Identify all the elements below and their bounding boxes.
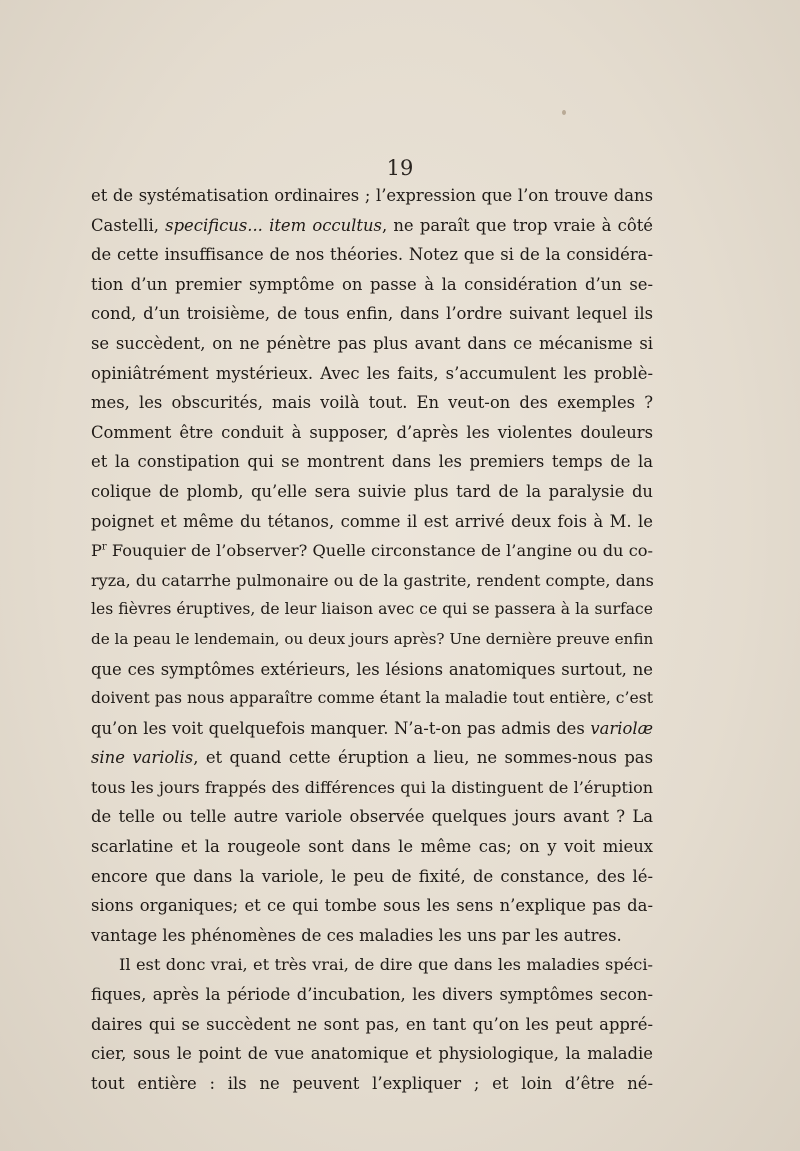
text-run: , ne paraît que trop vraie à côté	[381, 215, 653, 235]
text-line	[91, 980, 653, 1010]
text-line	[91, 625, 653, 655]
text-line	[91, 655, 653, 685]
text-run: et la constipation qui se montrent dans les premiers temps de la	[91, 452, 653, 472]
text-line	[91, 329, 653, 359]
text-line	[91, 773, 653, 803]
text-run: mes, les obscurités, mais voilà tout. En veut-on des exemples ?	[91, 393, 653, 413]
text-run: les fièvres éruptives, de leur liaison avec ce qui se passera à la surface	[91, 600, 653, 619]
text-run: de telle ou telle autre variole observée quelques jours avant ? La	[91, 807, 653, 827]
page-number: 19	[386, 156, 414, 180]
text-line	[91, 743, 653, 773]
text-run: que ces symptômes extérieurs, les lésions anatomiques surtout, ne	[91, 659, 653, 679]
text-line	[91, 181, 653, 211]
text-line	[91, 240, 653, 270]
text-run: encore que dans la variole, le peu de fixité, de constance, des lé-	[91, 866, 653, 886]
text-run: P	[91, 541, 102, 561]
text-line	[91, 1010, 653, 1040]
text-line	[91, 270, 653, 300]
text-run: opiniâtrément mystérieux. Avec les faits, s’accumulent les problè-	[91, 363, 653, 383]
text-line	[91, 507, 653, 537]
text-run: fiques, après la période d’incubation, les divers symptômes secon-	[91, 985, 653, 1005]
text-line	[91, 595, 653, 625]
text-run: cier, sous le point de vue anatomique et physiologique, la maladie	[91, 1044, 653, 1064]
text-run: cond, d’un troisième, de tous enfin, dans l’ordre suivant lequel ils	[91, 304, 653, 324]
text-run: scarlatine et la rougeole sont dans le même cas; on y voit mieux	[91, 837, 653, 857]
text-line	[91, 832, 653, 862]
text-run: doivent pas nous apparaître comme étant la maladie tout entière, c’est	[91, 689, 653, 708]
text-line	[91, 477, 653, 507]
text-line	[91, 536, 653, 566]
text-run: , et quand cette éruption a lieu, ne sommes-nous pas	[193, 748, 653, 768]
italic-text: sine variolis	[91, 748, 194, 768]
italic-text: specificus... item occultus	[165, 215, 382, 235]
text-line	[91, 447, 653, 477]
text-run: ryza, du catarrhe pulmonaire ou de la gastrite, rendent compte, dans	[91, 570, 654, 590]
text-line	[91, 1069, 653, 1099]
text-run: qu’on les voit quelquefois manquer. N’a-t-on pas admis des	[91, 718, 591, 738]
text-line	[91, 921, 653, 951]
text-line	[91, 1039, 653, 1069]
text-run: tion d’un premier symptôme on passe à la considération d’un se-	[91, 274, 653, 294]
text-run: Castelli,	[91, 215, 166, 235]
italic-text: variolæ	[590, 718, 653, 738]
text-line	[91, 891, 653, 921]
text-line	[91, 359, 653, 389]
text-run: vantage les phénomènes de ces maladies les uns par les autres.	[91, 925, 622, 945]
text-run: Comment être conduit à supposer, d’après les violentes douleurs	[91, 422, 653, 442]
text-run: daires qui se succèdent ne sont pas, en tant qu’on les peut appré-	[91, 1014, 653, 1034]
text-run: Fouquier de l’observer? Quelle circonstance de l’angine ou du co-	[106, 541, 653, 561]
paper-speck	[562, 110, 566, 115]
body-text	[91, 181, 653, 1098]
text-line	[91, 950, 653, 980]
text-line	[91, 802, 653, 832]
text-line	[91, 684, 653, 714]
text-line	[91, 388, 653, 418]
text-run: poignet et même du tétanos, comme il est arrivé deux fois à M. le	[91, 511, 653, 531]
text-run: de cette insuffisance de nos théories. Notez que si de la considéra-	[91, 245, 653, 265]
text-run: sions organiques; et ce qui tombe sous les sens n’explique pas da-	[91, 896, 653, 916]
text-line	[91, 566, 653, 596]
text-run: tous les jours frappés des différences qui la distinguent de l’éruption	[91, 777, 653, 797]
superscript-text: r	[101, 541, 107, 553]
text-run: de la peau le lendemain, ou deux jours après? Une dernière preuve enfin	[91, 629, 654, 648]
text-line	[91, 862, 653, 892]
text-run: colique de plomb, qu’elle sera suivie plus tard de la paralysie du	[91, 481, 653, 501]
text-run: et de systématisation ordinaires ; l’expression que l’on trouve dans	[91, 186, 653, 205]
text-line	[91, 211, 653, 241]
text-line	[91, 299, 653, 329]
text-run: Il est donc vrai, et très vrai, de dire que dans les maladies spéci-	[119, 955, 653, 975]
text-line	[91, 714, 653, 744]
text-run: tout entière : ils ne peuvent l’expliquer ; et loin d’être né-	[91, 1073, 653, 1093]
text-run: se succèdent, on ne pénètre pas plus avant dans ce mécanisme si	[91, 333, 653, 353]
text-line	[91, 418, 653, 448]
